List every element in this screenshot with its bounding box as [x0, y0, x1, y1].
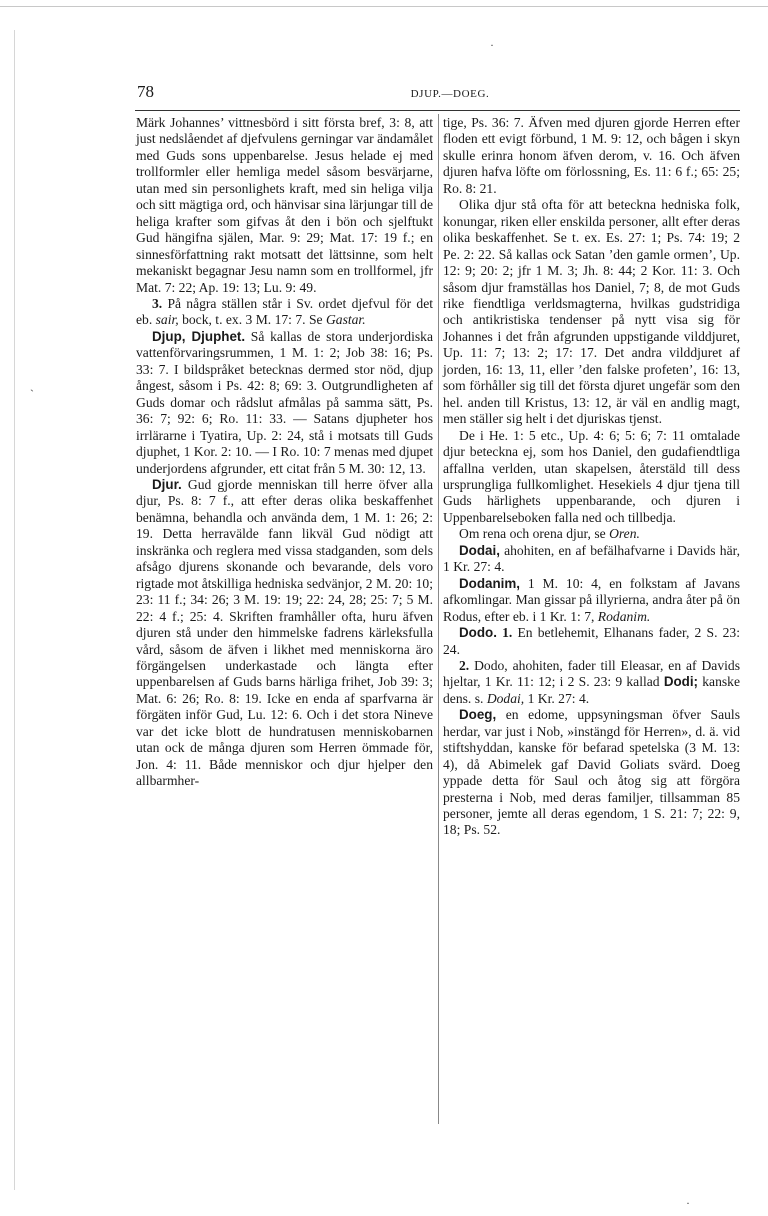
entry-headword: Dodai, — [459, 542, 500, 558]
speck-mark-bottom: · — [686, 1196, 690, 1210]
running-head: DJUP.—DOEG. — [410, 88, 490, 100]
entry-headword: Dodanim, — [459, 575, 521, 591]
top-edge-rule — [0, 6, 768, 7]
paragraph-olika-djur: Olika djur stå ofta för att beteckna hedniska folk, konungar, riken eller enskilda personer, allt efter deras olika beskaffenhet. Se t. ex. Es. 27: 1; Ps. 74: 19; 2 Pe. 2: 22. Så kallas ock Satan ’den gamle ormen’, Up. 12: 9; 20: 2; jfr 1 M. 3; Jh. 8: 44; 2 Kor. 11: 3. Och såsom djur framställas hos Daniel, 7; 8, de mot Guds rike fiendtliga verldsmagterna, hvilkas gudstridiga och antikristiska tendenser på nytt visa sig för Johannes i det från afgrunden uppstigande vilddjuret, Up. 11: 7; 13: 2; 17: 17. Det andra vilddjuret af jorden, 16: 13, 11, eller ’den falske profeten’, 16: 13, som förhåller sig till det första djuret ungefär som den hel. anden till Kristus, 13: 12, är väl en andlig magt, men ställer sig helt i det djuriskas tjenst. — [443, 197, 740, 427]
margin-tick-mark: ˎ — [30, 378, 34, 392]
column-divider — [438, 114, 439, 1124]
entry-headword: Dodo. — [459, 625, 497, 641]
paragraph-djefvul-bock: 3. På några ställen står i Sv. ordet djefvul för det eb. sair, bock, t. ex. 3 M. 17: 7. Se Gastar. — [136, 295, 433, 328]
paragraph-rena-orena: Om rena och orena djur, se Oren. — [459, 526, 640, 542]
cross-reference: Gastar. — [325, 312, 366, 328]
left-column — [136, 115, 433, 790]
entry-djup: Djup, Djuphet. Så kallas de stora underjordiska vattenförvaringsrummen, 1 M. 1: 2; Job 38: 16; Ps. 33: 7. I bildspråket betecknas dermed stor nöd, djup ångest, såsom i Ps. 42: 8; 69: 3. Outgrundligheten af Guds domar och rådslut afmålas på samma sätt, Ps. 36: 7; 92: 6; Ro. 11: 33. — Satans djupheter hos irrlärarne i Tyatira, Up. 2: 24, stå i motsats till Guds djuphet, 1 Kor. 2: 10. — I Ro. 10: 7 menas med djupet underjordens afgrunder, ett citat från 5 M. 30: 12, 13. — [136, 328, 433, 476]
sense-number: 1. — [502, 625, 513, 641]
paragraph-djur-continued: tige, Ps. 36: 7. Äfven med djuren gjorde Herren efter floden ett evigt förbund, 1 M. 9: 12, och bågen i skyn skulle erinra honom äfven derom, v. 16. Och äfven djuren hafva löfte om förlossning, Es. 11: 6 f.; 65: 25; Ro. 8: 21. — [443, 115, 740, 196]
page-number: 78 — [137, 82, 154, 101]
right-column — [443, 115, 740, 839]
entry-headword: Doeg, — [459, 707, 497, 723]
left-edge-rule — [14, 30, 15, 1190]
entry-dodai: Dodai, ahohiten, en af befälhafvarne i Davids här, 1 Kr. 27: 4. — [443, 542, 740, 575]
entry-doeg: Doeg, en edome, uppsyningsman öfver Sauls herdar, var just i Nob, »instängd för Herren», d. ä. vid stiftshyddan, kanske för befarad spetelska (3 M. 13: 4), då Abimelek gaf David Goliats svärd. Doeg yppade detta för Saul och åtog sig att förgöra presterna i Nob, med deras familjer, tillsamman 85 personer, jemte all deras egendom, 1 S. 21: 7; 22: 9, 18; Ps. 52. — [443, 707, 740, 838]
entry-headword: Dodi; — [663, 674, 699, 690]
sense-number: 3. — [152, 295, 163, 311]
entry-headword: Djup, Djuphet. — [152, 328, 246, 344]
paragraph-he-up: De i He. 1: 5 etc., Up. 4: 6; 5: 6; 7: 11 omtalade djur beteckna ej, som hos Daniel, den gudafiendtliga affallna verlden, utan skapelsen, återstäld till dess ursprungliga fullkomlighet. Hesekiels 4 djur tjena till Guds härlighets uppenbarande, och djuren i Uppenbarelseboken falla ned och tillbedja. — [443, 427, 740, 525]
entry-headword: Djur. — [152, 476, 182, 492]
paragraph-johannes: Märk Johannes’ vittnesbörd i sitt första bref, 3: 8, att just nedslåendet af djefvulens gerningar var ändamålet med Guds sons uppenbarelse. Jesus helade ej med trollformler eller hemliga medel såsom besvärjarne, utan med sin personlighets kraft, med sin heliga vilja och sitt mägtiga ord, och hänvisar sina lärjungar till de heliga krafter som gifvas åt den i bön och sjelftukt Gud hängifna själen, Mar. 9: 29; Mat. 17: 19 f.; en sinnesförfattning rakt motsatt det lättsinne, som helt mekaniskt begagnar Jesu namn som en trollformel, jfr Mat. 7: 22; Ap. 19: 13; Lu. 9: 49. — [136, 115, 433, 295]
entry-djur: Djur. Gud gjorde menniskan till herre öfver alla djur, Ps. 8: 7 f., att efter deras olika beskaffenhet benämna, behandla och använda dem, 1 M. 1: 26; 2: 19. Detta herravälde fann likväl Gud nödigt att inskränka och reglera med vissa stadganden, som dels afsågo djurens skonande och bevarande, dels voro rigtade mot åtskilliga hedniska sedvänjor, 2 M. 20: 10; 23: 11 f.; 34: 26; 3 M. 19: 19; 22: 24, 28; 25: 7; 5 M. 22: 4 f.; 25: 4. Skriften framhåller ofta, huru äfven djuren stå under den himmelske fadrens kärleksfulla vård, såsom de äfven i likhet med menniskorna äro förgängelsen underkastade och längta efter uppenbarelsen af Guds barns härliga frihet, Job 39: 3; Mat. 6: 26; Ro. 8: 19. Icke en enda af sparfvarna är förgäten inför Gud, Lu. 12: 6. Och i det stora Nineve var det icke blott de hundratusen menniskobarnen utan ock de många djuren som Herren ömmade för, Jon. 4: 11. Både menniskor och djur hjelper den allbarmher- — [136, 476, 433, 789]
entry-dodo-sense-2: 2. Dodo, ahohiten, fader till Eleasar, en af Davids hjeltar, 1 Kr. 11: 12; i 2 S. 23: 9 kallad Dodi; kanske dens. s. Dodai, 1 Kr. 27: 4. — [443, 657, 740, 706]
speck-mark: · — [490, 38, 494, 52]
sense-number: 2. — [459, 657, 470, 673]
entry-dodo: Dodo. 1. En betlehemit, Elhanans fader, 2 S. 23: 24. — [443, 625, 740, 657]
cross-reference: Oren. — [609, 526, 640, 542]
header-rule — [135, 110, 740, 111]
entry-dodanim: Dodanim, 1 M. 10: 4, en folkstam af Javans afkomlingar. Man gissar på illyrierna, andra åter på ön Rodus, efter eb. i 1 Kr. 1: 7, Rodanim. — [443, 575, 740, 624]
